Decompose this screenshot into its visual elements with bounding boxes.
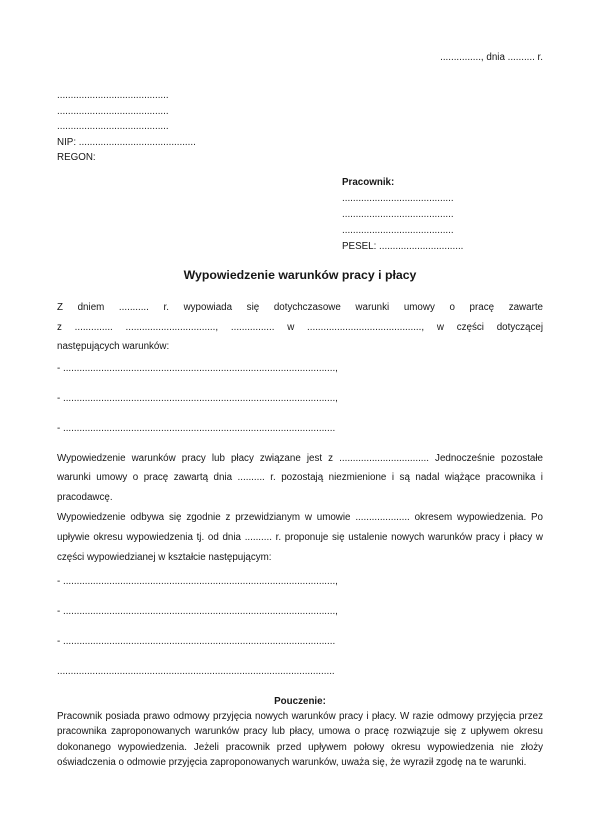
new-condition-line-1: - ...................................................................................................., — [57, 576, 338, 588]
advisory-paragraph — [57, 709, 543, 771]
advisory-line-1: Pracownik posiada prawo odmowy przyjęcia nowych warunków pracy i płacy. W razie odmowy przyjęcia przez — [57, 710, 543, 722]
terminated-conditions-list — [57, 359, 543, 439]
intro-line-2: z .............. ................................., ................ w .........................................., w części dotyczącej — [57, 321, 543, 333]
document-title: Wypowiedzenie warunków pracy i płacy — [183, 267, 417, 282]
employer-name-line-2: ......................................... — [57, 105, 169, 117]
employer-nip-line: NIP: ........................................... — [57, 136, 196, 148]
notice-period-line-3: części wypowiedzianej w kształcie następującym: — [57, 551, 272, 563]
employee-pesel-line: PESEL: ............................... — [342, 240, 464, 252]
terminated-condition-line-2: - ...................................................................................................., — [57, 392, 338, 404]
new-condition-line-2: - ...................................................................................................., — [57, 606, 338, 618]
advisory-line-3: dokonanego wypowiedzenia. Jeżeli pracownik przed upływem połowy okresu wypowiedzenia nie złoży — [57, 741, 543, 753]
intro-line-3: następujących warunków: — [57, 341, 170, 353]
intro-paragraph — [57, 298, 543, 357]
notice-period-line-1: Wypowiedzenie odbywa się zgodnie z przewidzianym w umowie .................... okresem wypowiedzenia. Po — [57, 512, 543, 524]
intro-line-1: Z dniem ........... r. wypowiada się dotychczasowe warunki umowy o pracę zawarte — [57, 301, 543, 313]
new-condition-line-3: - .................................................................................................... — [57, 636, 336, 648]
advisory-line-2: pracownika zaproponowanych warunków pracy lub płacy, umowa o pracę rozwiązuje się z upływem okresu — [57, 726, 543, 738]
employee-heading: Pracownik: — [342, 176, 395, 188]
reason-line-3: pracodawcę. — [57, 491, 113, 503]
terminated-condition-line-1: - ...................................................................................................., — [57, 362, 338, 374]
employer-block — [57, 88, 543, 166]
reason-paragraph — [57, 449, 543, 508]
employee-block — [57, 175, 543, 255]
employee-name-line-1: ......................................... — [342, 192, 454, 204]
new-condition-line-4: ...................................................................................................... — [57, 666, 335, 678]
notice-period-line-2: upływie okresu wypowiedzenia tj. od dnia .......... r. proponuje się ustalenie nowych warunków pracy i płacy w — [57, 532, 543, 544]
employee-name-line-2: ......................................... — [342, 208, 454, 220]
employer-name-line-1: ......................................... — [57, 90, 169, 101]
employee-name-line-3: ......................................... — [342, 224, 454, 236]
reason-line-2: warunki umowy o pracę zawartą dnia .......... r. pozostają niezmienione i są nadal wiążące pracownika i — [57, 472, 543, 484]
notice-period-paragraph — [57, 508, 543, 567]
terminated-condition-line-3: - .................................................................................................... — [57, 422, 336, 434]
advisory-line-4: oświadczenia o odmowie przyjęcia zaproponowanych warunków, uważa się, że wyraził zgodę na te warunki. — [57, 757, 527, 769]
reason-line-1: Wypowiedzenie warunków pracy lub płacy związane jest z ................................. Jednocześnie pozostałe — [57, 452, 543, 464]
new-conditions-list — [57, 572, 543, 682]
employer-regon-line: REGON: — [57, 152, 96, 164]
date-line: ..............., dnia .......... r. — [440, 52, 543, 63]
employer-name-line-3: ......................................... — [57, 121, 169, 133]
advisory-heading: Pouczenie: — [274, 695, 326, 707]
